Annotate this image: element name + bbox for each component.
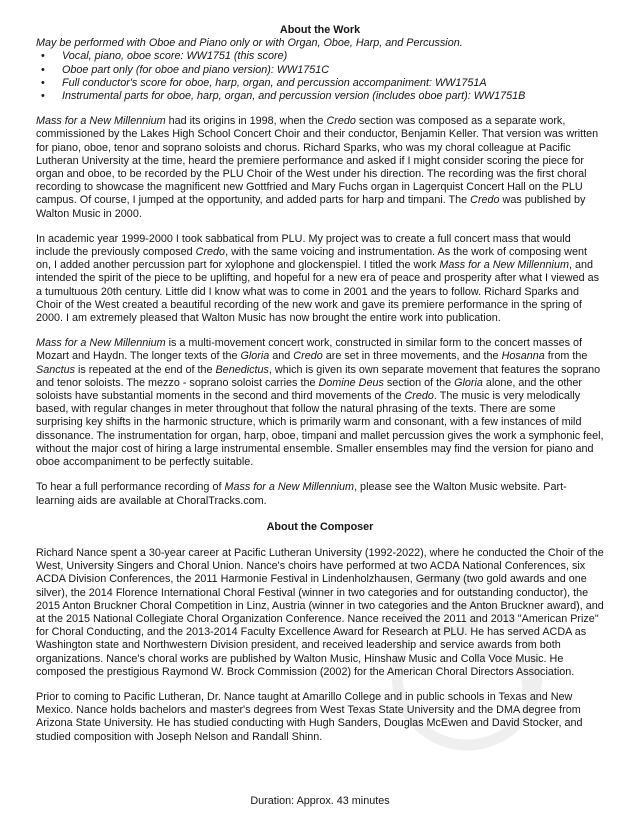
list-item [36, 50, 604, 63]
list-item-text: Vocal, piano, oboe score: WW1751 (this score) [62, 50, 288, 63]
bullet-icon: • [41, 50, 45, 63]
paragraph-work-3: Mass for a New Millennium is a multi-movement concert work, constructed in similar form to the concert masses of Mozart and Haydn. The longer texts of the Gloria and Credo are set in three movements, and the Hosanna from the Sanctus is repeated at the end of the Benedictus, which is given its own separate movement that features the soprano and tenor soloists. The mezzo - soprano soloist carries the Domine Deus section of the Gloria alone, and the other soloists have substantial moments in the second and third movements of the Credo. The music is very melodically based, with regular changes in meter throughout that follow the natural phrasing of the texts. There are some surprising key shifts in the harmonic structure, which is primarily warm and consonant, with a few instances of mild dissonance. The instrumentation for organ, harp, oboe, timpani and mallet percussion gives the work a symphonic feel, without the major cost of hiring a large instrumental ensemble. Smaller ensembles may find the version for piano and oboe accompaniment to be perfectly suitable. [36, 337, 604, 469]
score-options-list [36, 50, 604, 103]
paragraph-work-1: Mass for a New Millennium had its origins in 1998, when the Credo section was composed as a separate work, commissioned by the Lakes High School Concert Choir and their conductor, Benjamin Keller. That version was written for piano, oboe, tenor and soprano soloists and chorus. Richard Sparks, who was my choral colleague at Pacific Lutheran University at the time, heard the premiere performance and asked if I might consider scoring the piece for organ and oboe, to be recorded by the PLU Choir of the West under his direction. The recording was the first choral recording to showcase the magnificent new Gottfried and Mary Fuchs organ in Lagerquist Concert Hall on the PLU campus. Of course, I jumped at the opportunity, and added parts for harp and timpani. The Credo was published by Walton Music in 2000. [36, 115, 599, 220]
bullet-icon: • [41, 90, 45, 103]
list-item-text: Full conductor's score for oboe, harp, organ, and percussion accompaniment: WW1751A [62, 76, 487, 89]
list-item-text: Oboe part only (for oboe and piano version): WW1751C [62, 63, 330, 76]
duration-note: Duration: Approx. 43 minutes [250, 794, 390, 807]
paragraph-work-4: To hear a full performance recording of Mass for a New Millennium, please see the Walton Music website. Part-learning aids are available at ChoralTracks.com. [36, 481, 567, 507]
list-item [36, 90, 604, 103]
list-item [36, 77, 604, 90]
bullet-icon: • [41, 63, 45, 76]
bullet-icon: • [41, 76, 45, 89]
list-item-text: Instrumental parts for oboe, harp, organ, and percussion version (includes oboe part): WW1751B [62, 90, 526, 103]
paragraph-work-2: In academic year 1999-2000 I took sabbatical from PLU. My project was to create a full concert mass that would include the previously composed Credo, with the same voicing and instrumentation. As the work of composing went on, I added another percussion part for xylophone and glockenspiel. I titled the work Mass for a New Millennium, and intended the spirit of the piece to be uplifting, and hopeful for a new era of peace and prosperity after what I viewed as a tumultuous 20th century. Little did I know what was to come in 2001 and the years to follow. Richard Sparks and Choir of the West created a beautiful recording of the new work and gave its premiere performance in the spring of 2000. I am extremely pleased that Walton Music has now brought the entire work into publication. [36, 232, 599, 325]
section-heading-about-work: About the Work [279, 24, 361, 36]
list-item [36, 64, 604, 77]
performance-note: May be performed with Oboe and Piano only or with Organ, Oboe, Harp, and Percussion. [36, 37, 463, 50]
paragraph-composer-1: Richard Nance spent a 30-year career at Pacific Lutheran University (1992-2022), where he conducted the Choir of the West, University Singers and Choral Union. Nance's choirs have performed at two ACDA National Conferences, six ACDA Division Conferences, the 2011 Harmonie Festival in Lindenholzhausen, Germany (two gold awards and one silver), the 2014 Florence International Choral Festival (winner in two categories and for outstanding conductor), the 2015 Anton Bruckner Choral Competition in Linz, Austria (winner in two categories and the Anton Bruckner award), and at the 2015 National Collegiate Choral Organization Conference. Nance received the 2011 and 2013 "American Prize" for Choral Conducting, and the 2013-2014 Faculty Excellence Award for Research at PLU. He has served ACDA as Washington state and Northwestern Division president, and received leadership and service awards from both organizations. Nance's choral works are published by Walton Music, Hinshaw Music and Colla Voce Music. He composed the prestigious Raymond W. Brock Commission (2002) for the American Choral Directors Association. [36, 546, 604, 678]
paragraph-composer-2: Prior to coming to Pacific Lutheran, Dr. Nance taught at Amarillo College and in public schools in Texas and New Mexico. Nance holds bachelors and master's degrees from West Texas State University and the DMA degree from Arizona State University. He has studied conducting with Hugh Sanders, Douglas McEwen and David Stocker, and studied composition with Joseph Nelson and Randall Shinn. [36, 690, 583, 743]
section-heading-about-composer: About the Composer [266, 520, 374, 533]
